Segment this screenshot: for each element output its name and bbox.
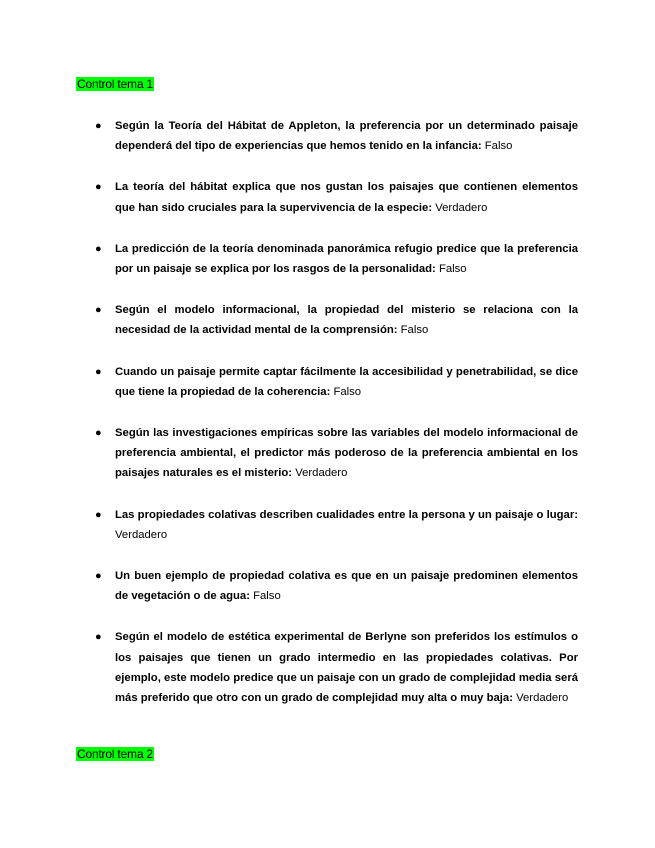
list-item — [0, 239, 655, 279]
section-heading-text: Control tema 1 — [77, 77, 153, 91]
list-item — [0, 627, 655, 708]
true-false-question-list — [0, 116, 655, 729]
list-item — [0, 423, 655, 484]
list-item — [0, 362, 655, 402]
question-statement: La predicción de la teoría denominada panorámica refugio predice que la preferencia por un paisaje se explica por los rasgos de la personalidad: — [115, 242, 578, 276]
question-answer: Verdadero — [295, 467, 348, 480]
question-answer: Verdadero — [115, 528, 168, 541]
list-item — [0, 300, 655, 340]
question-statement: Según el modelo informacional, la propiedad del misterio se relaciona con la necesidad de la actividad mental de la comprensión: — [115, 304, 578, 337]
question-answer: Falso — [333, 385, 362, 398]
question-statement: Según las investigaciones empíricas sobre las variables del modelo informacional de preferencia ambiental, el predictor más poderoso de la preferencia ambiental en los paisajes naturales es el misterio: — [115, 427, 578, 480]
question-answer: Falso — [253, 590, 281, 603]
bullet-icon: ● — [95, 427, 102, 440]
question-statement: Las propiedades colativas describen cualidades entre la persona y un paisaje o lugar: — [115, 508, 578, 521]
question-statement: Según la Teoría del Hábitat de Appleton, la preferencia por un determinado paisaje dependerá del tipo de experiencias que hemos tenido en la infancia: — [115, 120, 578, 153]
question-answer: Falso — [438, 263, 467, 276]
bullet-icon: ● — [95, 242, 102, 255]
question-answer: Verdadero — [435, 201, 488, 214]
list-item — [0, 116, 655, 156]
question-answer: Falso — [400, 324, 429, 337]
bullet-icon: ● — [95, 181, 102, 194]
list-item — [0, 566, 655, 606]
question-statement: La teoría del hábitat explica que nos gustan los paisajes que contienen elementos que han sido cruciales para la supervivencia de la especie: — [115, 181, 578, 214]
section-heading-text: Control tema 2 — [77, 747, 153, 761]
bullet-icon: ● — [95, 508, 102, 521]
question-statement: Cuando un paisaje permite captar fácilmente la accesibilidad y penetrabilidad, se dice que tiene la propiedad de la coherencia: — [115, 365, 578, 398]
question-answer: Falso — [484, 140, 513, 153]
question-statement: Según el modelo de estética experimental de Berlyne son preferidos los estímulos o los paisajes que tienen un grado intermedio en las propiedades colativas. Por ejemplo, este modelo predice que un paisaje con un grado de complejidad media será más preferido que otro con un grado de complejidad muy alta o muy baja: — [115, 631, 578, 705]
list-item — [0, 505, 655, 545]
section-heading-control-tema-1 — [76, 76, 154, 92]
bullet-icon: ● — [95, 631, 102, 644]
bullet-icon: ● — [95, 120, 102, 132]
section-heading-control-tema-2 — [76, 746, 154, 762]
question-answer: Verdadero — [516, 692, 569, 705]
list-item — [0, 177, 655, 217]
bullet-icon: ● — [95, 365, 102, 378]
bullet-icon: ● — [95, 304, 102, 317]
bullet-icon: ● — [95, 570, 102, 583]
question-statement: Un buen ejemplo de propiedad colativa es que en un paisaje predominen elementos de vegetación o de agua: — [115, 570, 578, 603]
